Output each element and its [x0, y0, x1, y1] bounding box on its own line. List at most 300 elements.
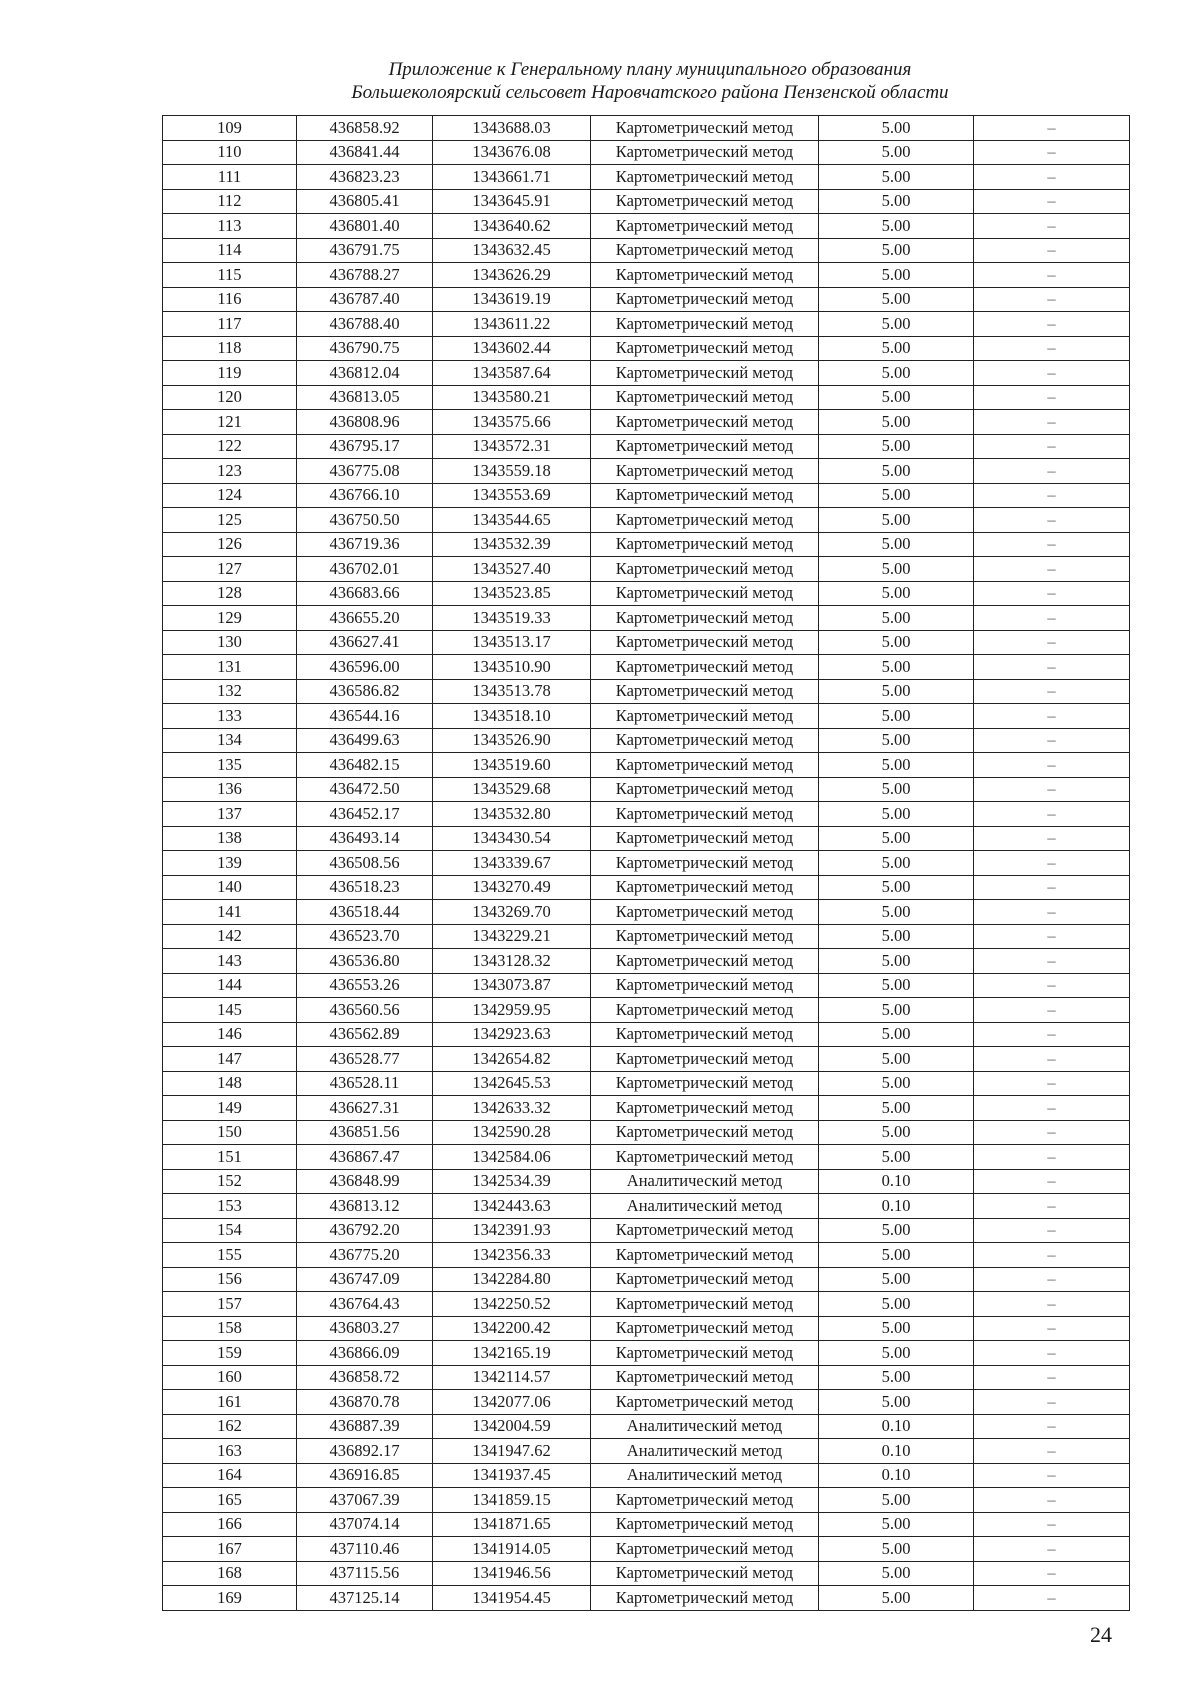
point-number-cell: 136 [163, 777, 297, 802]
method-cell: Картометрический метод [591, 459, 819, 484]
method-cell: Картометрический метод [591, 1047, 819, 1072]
y-coordinate-cell: 1342077.06 [433, 1390, 591, 1415]
note-cell: – [974, 581, 1130, 606]
method-cell: Картометрический метод [591, 532, 819, 557]
accuracy-cell: 5.00 [819, 606, 974, 631]
x-coordinate-cell: 436858.92 [297, 116, 433, 141]
accuracy-cell: 5.00 [819, 287, 974, 312]
accuracy-cell: 5.00 [819, 1096, 974, 1121]
x-coordinate-cell: 436702.01 [297, 557, 433, 582]
accuracy-cell: 5.00 [819, 263, 974, 288]
point-number-cell: 162 [163, 1414, 297, 1439]
y-coordinate-cell: 1343532.80 [433, 802, 591, 827]
table-row [163, 532, 1130, 557]
note-cell: – [974, 238, 1130, 263]
note-cell: – [974, 1218, 1130, 1243]
method-cell: Картометрический метод [591, 336, 819, 361]
y-coordinate-cell: 1342654.82 [433, 1047, 591, 1072]
point-number-cell: 145 [163, 998, 297, 1023]
note-cell: – [974, 1365, 1130, 1390]
table-row [163, 1120, 1130, 1145]
note-cell: – [974, 140, 1130, 165]
x-coordinate-cell: 436518.23 [297, 875, 433, 900]
y-coordinate-cell: 1343553.69 [433, 483, 591, 508]
y-coordinate-cell: 1342200.42 [433, 1316, 591, 1341]
y-coordinate-cell: 1343661.71 [433, 165, 591, 190]
accuracy-cell: 5.00 [819, 1537, 974, 1562]
y-coordinate-cell: 1342645.53 [433, 1071, 591, 1096]
point-number-cell: 153 [163, 1194, 297, 1219]
accuracy-cell: 5.00 [819, 1488, 974, 1513]
method-cell: Картометрический метод [591, 630, 819, 655]
table-row [163, 361, 1130, 386]
note-cell: – [974, 1267, 1130, 1292]
table-row [163, 1267, 1130, 1292]
accuracy-cell: 5.00 [819, 1071, 974, 1096]
note-cell: – [974, 900, 1130, 925]
accuracy-cell: 5.00 [819, 1243, 974, 1268]
x-coordinate-cell: 436823.23 [297, 165, 433, 190]
note-cell: – [974, 1169, 1130, 1194]
y-coordinate-cell: 1342356.33 [433, 1243, 591, 1268]
method-cell: Картометрический метод [591, 189, 819, 214]
coordinates-table [162, 115, 1130, 1611]
table-row [163, 1096, 1130, 1121]
method-cell: Картометрический метод [591, 508, 819, 533]
y-coordinate-cell: 1343572.31 [433, 434, 591, 459]
point-number-cell: 159 [163, 1341, 297, 1366]
table-row [163, 704, 1130, 729]
note-cell: – [974, 998, 1130, 1023]
point-number-cell: 155 [163, 1243, 297, 1268]
method-cell: Картометрический метод [591, 1561, 819, 1586]
x-coordinate-cell: 436788.40 [297, 312, 433, 337]
note-cell: – [974, 532, 1130, 557]
x-coordinate-cell: 436586.82 [297, 679, 433, 704]
y-coordinate-cell: 1343676.08 [433, 140, 591, 165]
accuracy-cell: 5.00 [819, 557, 974, 582]
x-coordinate-cell: 436750.50 [297, 508, 433, 533]
point-number-cell: 166 [163, 1512, 297, 1537]
y-coordinate-cell: 1343602.44 [433, 336, 591, 361]
accuracy-cell: 5.00 [819, 508, 974, 533]
method-cell: Картометрический метод [591, 851, 819, 876]
note-cell: – [974, 875, 1130, 900]
document-header [0, 58, 1200, 104]
x-coordinate-cell: 436848.99 [297, 1169, 433, 1194]
y-coordinate-cell: 1342633.32 [433, 1096, 591, 1121]
x-coordinate-cell: 436747.09 [297, 1267, 433, 1292]
method-cell: Картометрический метод [591, 1365, 819, 1390]
point-number-cell: 167 [163, 1537, 297, 1562]
method-cell: Картометрический метод [591, 312, 819, 337]
point-number-cell: 139 [163, 851, 297, 876]
point-number-cell: 120 [163, 385, 297, 410]
x-coordinate-cell: 436841.44 [297, 140, 433, 165]
x-coordinate-cell: 436801.40 [297, 214, 433, 239]
coordinates-table-body [163, 116, 1130, 1611]
note-cell: – [974, 189, 1130, 214]
table-row [163, 1512, 1130, 1537]
accuracy-cell: 5.00 [819, 385, 974, 410]
x-coordinate-cell: 436655.20 [297, 606, 433, 631]
point-number-cell: 129 [163, 606, 297, 631]
accuracy-cell: 5.00 [819, 1022, 974, 1047]
note-cell: – [974, 630, 1130, 655]
table-row [163, 777, 1130, 802]
point-number-cell: 114 [163, 238, 297, 263]
method-cell: Картометрический метод [591, 1022, 819, 1047]
y-coordinate-cell: 1343513.78 [433, 679, 591, 704]
y-coordinate-cell: 1343580.21 [433, 385, 591, 410]
y-coordinate-cell: 1343619.19 [433, 287, 591, 312]
note-cell: – [974, 1047, 1130, 1072]
point-number-cell: 160 [163, 1365, 297, 1390]
method-cell: Картометрический метод [591, 875, 819, 900]
point-number-cell: 147 [163, 1047, 297, 1072]
method-cell: Картометрический метод [591, 1537, 819, 1562]
point-number-cell: 161 [163, 1390, 297, 1415]
accuracy-cell: 5.00 [819, 949, 974, 974]
y-coordinate-cell: 1341937.45 [433, 1463, 591, 1488]
point-number-cell: 140 [163, 875, 297, 900]
x-coordinate-cell: 436790.75 [297, 336, 433, 361]
accuracy-cell: 5.00 [819, 1365, 974, 1390]
note-cell: – [974, 949, 1130, 974]
note-cell: – [974, 1243, 1130, 1268]
table-row [163, 140, 1130, 165]
accuracy-cell: 5.00 [819, 924, 974, 949]
table-row [163, 1243, 1130, 1268]
table-row [163, 1194, 1130, 1219]
note-cell: – [974, 728, 1130, 753]
method-cell: Картометрический метод [591, 263, 819, 288]
x-coordinate-cell: 436791.75 [297, 238, 433, 263]
y-coordinate-cell: 1342923.63 [433, 1022, 591, 1047]
accuracy-cell: 5.00 [819, 875, 974, 900]
note-cell: – [974, 1194, 1130, 1219]
method-cell: Картометрический метод [591, 655, 819, 680]
point-number-cell: 146 [163, 1022, 297, 1047]
y-coordinate-cell: 1343544.65 [433, 508, 591, 533]
table-row [163, 1218, 1130, 1243]
table-row [163, 875, 1130, 900]
note-cell: – [974, 263, 1130, 288]
accuracy-cell: 5.00 [819, 777, 974, 802]
method-cell: Картометрический метод [591, 753, 819, 778]
accuracy-cell: 5.00 [819, 1586, 974, 1611]
accuracy-cell: 5.00 [819, 581, 974, 606]
accuracy-cell: 5.00 [819, 728, 974, 753]
note-cell: – [974, 1488, 1130, 1513]
table-row [163, 238, 1130, 263]
note-cell: – [974, 1439, 1130, 1464]
y-coordinate-cell: 1343270.49 [433, 875, 591, 900]
table-row [163, 263, 1130, 288]
table-row [163, 973, 1130, 998]
point-number-cell: 150 [163, 1120, 297, 1145]
x-coordinate-cell: 437110.46 [297, 1537, 433, 1562]
note-cell: – [974, 361, 1130, 386]
table-row [163, 679, 1130, 704]
point-number-cell: 126 [163, 532, 297, 557]
x-coordinate-cell: 436523.70 [297, 924, 433, 949]
accuracy-cell: 5.00 [819, 1341, 974, 1366]
point-number-cell: 137 [163, 802, 297, 827]
x-coordinate-cell: 436536.80 [297, 949, 433, 974]
x-coordinate-cell: 437125.14 [297, 1586, 433, 1611]
point-number-cell: 157 [163, 1292, 297, 1317]
accuracy-cell: 5.00 [819, 1218, 974, 1243]
accuracy-cell: 5.00 [819, 532, 974, 557]
method-cell: Картометрический метод [591, 165, 819, 190]
point-number-cell: 133 [163, 704, 297, 729]
table-row [163, 1463, 1130, 1488]
point-number-cell: 123 [163, 459, 297, 484]
table-row [163, 1586, 1130, 1611]
method-cell: Картометрический метод [591, 1120, 819, 1145]
method-cell: Аналитический метод [591, 1439, 819, 1464]
accuracy-cell: 5.00 [819, 1390, 974, 1415]
x-coordinate-cell: 436766.10 [297, 483, 433, 508]
accuracy-cell: 5.00 [819, 753, 974, 778]
note-cell: – [974, 606, 1130, 631]
method-cell: Картометрический метод [591, 1218, 819, 1243]
accuracy-cell: 5.00 [819, 973, 974, 998]
accuracy-cell: 5.00 [819, 312, 974, 337]
accuracy-cell: 5.00 [819, 679, 974, 704]
method-cell: Картометрический метод [591, 1316, 819, 1341]
accuracy-cell: 5.00 [819, 1512, 974, 1537]
table-row [163, 1390, 1130, 1415]
accuracy-cell: 5.00 [819, 238, 974, 263]
table-row [163, 483, 1130, 508]
accuracy-cell: 5.00 [819, 900, 974, 925]
accuracy-cell: 5.00 [819, 361, 974, 386]
y-coordinate-cell: 1343523.85 [433, 581, 591, 606]
table-row [163, 802, 1130, 827]
note-cell: – [974, 1316, 1130, 1341]
x-coordinate-cell: 436493.14 [297, 826, 433, 851]
y-coordinate-cell: 1341947.62 [433, 1439, 591, 1464]
method-cell: Картометрический метод [591, 1243, 819, 1268]
accuracy-cell: 5.00 [819, 189, 974, 214]
y-coordinate-cell: 1342165.19 [433, 1341, 591, 1366]
table-row [163, 1292, 1130, 1317]
accuracy-cell: 5.00 [819, 704, 974, 729]
y-coordinate-cell: 1341914.05 [433, 1537, 591, 1562]
x-coordinate-cell: 436787.40 [297, 287, 433, 312]
table-row [163, 1047, 1130, 1072]
method-cell: Картометрический метод [591, 949, 819, 974]
x-coordinate-cell: 436775.20 [297, 1243, 433, 1268]
x-coordinate-cell: 436813.12 [297, 1194, 433, 1219]
note-cell: – [974, 753, 1130, 778]
table-row [163, 1341, 1130, 1366]
x-coordinate-cell: 436851.56 [297, 1120, 433, 1145]
table-row [163, 851, 1130, 876]
accuracy-cell: 0.10 [819, 1194, 974, 1219]
note-cell: – [974, 973, 1130, 998]
x-coordinate-cell: 436508.56 [297, 851, 433, 876]
x-coordinate-cell: 436482.15 [297, 753, 433, 778]
method-cell: Картометрический метод [591, 483, 819, 508]
point-number-cell: 122 [163, 434, 297, 459]
table-row [163, 728, 1130, 753]
x-coordinate-cell: 436805.41 [297, 189, 433, 214]
method-cell: Картометрический метод [591, 214, 819, 239]
point-number-cell: 164 [163, 1463, 297, 1488]
header-title-line-2: Большеколоярский сельсовет Наровчатского района Пензенской области [351, 82, 949, 103]
note-cell: – [974, 1071, 1130, 1096]
y-coordinate-cell: 1343229.21 [433, 924, 591, 949]
point-number-cell: 109 [163, 116, 297, 141]
y-coordinate-cell: 1343519.33 [433, 606, 591, 631]
point-number-cell: 144 [163, 973, 297, 998]
accuracy-cell: 0.10 [819, 1169, 974, 1194]
note-cell: – [974, 459, 1130, 484]
method-cell: Картометрический метод [591, 385, 819, 410]
note-cell: – [974, 287, 1130, 312]
x-coordinate-cell: 436792.20 [297, 1218, 433, 1243]
note-cell: – [974, 410, 1130, 435]
note-cell: – [974, 1341, 1130, 1366]
accuracy-cell: 5.00 [819, 826, 974, 851]
method-cell: Картометрический метод [591, 1071, 819, 1096]
x-coordinate-cell: 436528.77 [297, 1047, 433, 1072]
x-coordinate-cell: 436870.78 [297, 1390, 433, 1415]
table-row [163, 287, 1130, 312]
y-coordinate-cell: 1342959.95 [433, 998, 591, 1023]
y-coordinate-cell: 1343339.67 [433, 851, 591, 876]
accuracy-cell: 5.00 [819, 434, 974, 459]
accuracy-cell: 5.00 [819, 1047, 974, 1072]
table-row [163, 1439, 1130, 1464]
x-coordinate-cell: 436764.43 [297, 1292, 433, 1317]
table-row [163, 630, 1130, 655]
x-coordinate-cell: 436858.72 [297, 1365, 433, 1390]
point-number-cell: 163 [163, 1439, 297, 1464]
method-cell: Картометрический метод [591, 116, 819, 141]
note-cell: – [974, 924, 1130, 949]
table-row [163, 1071, 1130, 1096]
y-coordinate-cell: 1342114.57 [433, 1365, 591, 1390]
note-cell: – [974, 1096, 1130, 1121]
point-number-cell: 115 [163, 263, 297, 288]
point-number-cell: 156 [163, 1267, 297, 1292]
x-coordinate-cell: 436808.96 [297, 410, 433, 435]
x-coordinate-cell: 436812.04 [297, 361, 433, 386]
note-cell: – [974, 826, 1130, 851]
y-coordinate-cell: 1343575.66 [433, 410, 591, 435]
y-coordinate-cell: 1343269.70 [433, 900, 591, 925]
method-cell: Картометрический метод [591, 973, 819, 998]
accuracy-cell: 5.00 [819, 410, 974, 435]
table-row [163, 336, 1130, 361]
accuracy-cell: 5.00 [819, 998, 974, 1023]
note-cell: – [974, 336, 1130, 361]
point-number-cell: 110 [163, 140, 297, 165]
y-coordinate-cell: 1343513.17 [433, 630, 591, 655]
method-cell: Картометрический метод [591, 140, 819, 165]
accuracy-cell: 5.00 [819, 802, 974, 827]
method-cell: Картометрический метод [591, 1586, 819, 1611]
x-coordinate-cell: 436472.50 [297, 777, 433, 802]
table-row [163, 1414, 1130, 1439]
method-cell: Картометрический метод [591, 434, 819, 459]
table-row [163, 1145, 1130, 1170]
header-title-line-1: Приложение к Генеральному плану муниципального образования [388, 59, 912, 80]
y-coordinate-cell: 1343073.87 [433, 973, 591, 998]
note-cell: – [974, 1120, 1130, 1145]
table-row [163, 312, 1130, 337]
x-coordinate-cell: 436892.17 [297, 1439, 433, 1464]
table-row [163, 214, 1130, 239]
table-row [163, 116, 1130, 141]
table-row [163, 900, 1130, 925]
note-cell: – [974, 679, 1130, 704]
accuracy-cell: 5.00 [819, 336, 974, 361]
accuracy-cell: 5.00 [819, 1120, 974, 1145]
table-row [163, 606, 1130, 631]
method-cell: Картометрический метод [591, 606, 819, 631]
y-coordinate-cell: 1343128.32 [433, 949, 591, 974]
x-coordinate-cell: 436499.63 [297, 728, 433, 753]
note-cell: – [974, 777, 1130, 802]
y-coordinate-cell: 1341871.65 [433, 1512, 591, 1537]
point-number-cell: 152 [163, 1169, 297, 1194]
accuracy-cell: 5.00 [819, 165, 974, 190]
method-cell: Картометрический метод [591, 900, 819, 925]
x-coordinate-cell: 437115.56 [297, 1561, 433, 1586]
method-cell: Картометрический метод [591, 802, 819, 827]
y-coordinate-cell: 1342590.28 [433, 1120, 591, 1145]
point-number-cell: 165 [163, 1488, 297, 1513]
y-coordinate-cell: 1342534.39 [433, 1169, 591, 1194]
point-number-cell: 169 [163, 1586, 297, 1611]
note-cell: – [974, 704, 1130, 729]
accuracy-cell: 5.00 [819, 1145, 974, 1170]
table-row [163, 385, 1130, 410]
method-cell: Картометрический метод [591, 287, 819, 312]
y-coordinate-cell: 1342250.52 [433, 1292, 591, 1317]
point-number-cell: 158 [163, 1316, 297, 1341]
accuracy-cell: 5.00 [819, 655, 974, 680]
note-cell: – [974, 851, 1130, 876]
x-coordinate-cell: 436518.44 [297, 900, 433, 925]
x-coordinate-cell: 436916.85 [297, 1463, 433, 1488]
y-coordinate-cell: 1342584.06 [433, 1145, 591, 1170]
accuracy-cell: 5.00 [819, 1316, 974, 1341]
point-number-cell: 149 [163, 1096, 297, 1121]
y-coordinate-cell: 1342284.80 [433, 1267, 591, 1292]
table-row [163, 998, 1130, 1023]
x-coordinate-cell: 436452.17 [297, 802, 433, 827]
method-cell: Картометрический метод [591, 998, 819, 1023]
note-cell: – [974, 557, 1130, 582]
method-cell: Картометрический метод [591, 1512, 819, 1537]
note-cell: – [974, 385, 1130, 410]
note-cell: – [974, 508, 1130, 533]
x-coordinate-cell: 436544.16 [297, 704, 433, 729]
method-cell: Аналитический метод [591, 1194, 819, 1219]
method-cell: Картометрический метод [591, 238, 819, 263]
y-coordinate-cell: 1342004.59 [433, 1414, 591, 1439]
note-cell: – [974, 655, 1130, 680]
accuracy-cell: 5.00 [819, 483, 974, 508]
method-cell: Картометрический метод [591, 1292, 819, 1317]
table-row [163, 508, 1130, 533]
